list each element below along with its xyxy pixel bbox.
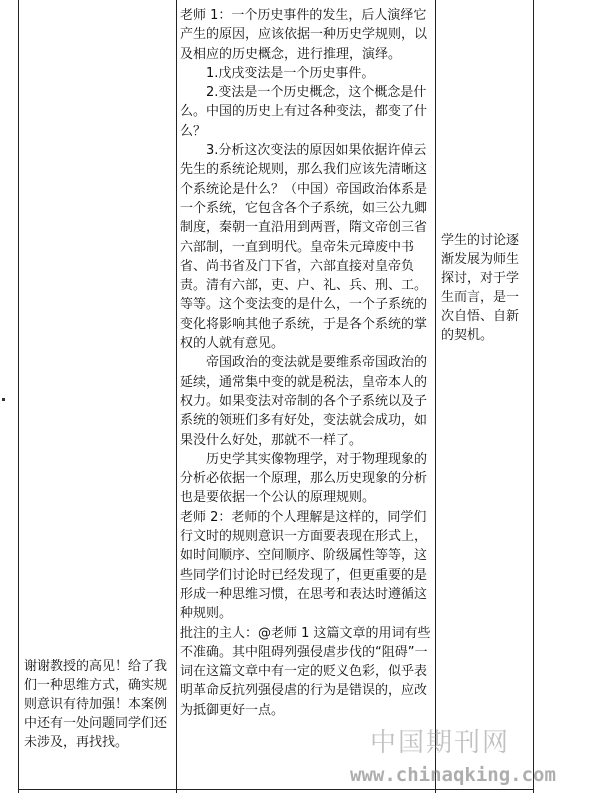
paragraph: 老师 1：一个历史事件的发生，后人演绎它产生的原因，应该依据一种历史学规则，以及相应的历史概念，进行推理，演绎。	[180, 8, 428, 62]
table-border-bottom	[18, 789, 534, 790]
paragraph: 谢谢教授的高见！给了我们一种思维方式，确实规则意识有待加强！本案例中还有一处问题同学们还未涉及，再找找。	[24, 659, 168, 750]
table-cell-comment	[24, 657, 174, 752]
paragraph: 批注的主人：@老师 1 这篇文章的用词有些不准确。其中阻碍列强侵虐步伐的“阻碍”一词在这篇文章中有一定的贬义色彩，似乎表明革命反抗列强侵虐的行为是错误的，应改为抵御更好一点。	[180, 625, 431, 718]
paragraph: 老师 2：老师的个人理解是这样的，同学们行文时的规则意识一方面要表现在形式上，如时间顺序、空间顺序、阶级属性等等，这些同学们讨论时已经发现了，但更重要的是形成一种思维习惯，在思考和表达时遵循这种规则。	[180, 509, 428, 622]
paragraph: 历史学其实像物理学，对于物理现象的分析必依据一个原理，那么历史现象的分析也是要依据一个公认的原理规则。	[180, 451, 428, 506]
table-cell-discussion	[180, 6, 432, 720]
paragraph: 1.戊戌变法是一个历史事件。	[206, 65, 375, 81]
margin-mark	[2, 398, 5, 401]
watermark-site-name: 中国期刊网	[370, 728, 511, 758]
table-border-col2	[435, 0, 436, 793]
watermark-url: www.chinaqking.com	[350, 764, 556, 786]
table-border-col1	[176, 0, 177, 793]
paragraph: 帝国政治的变法就是要维系帝国政治的延续，通常集中变的就是税法，皇帝本人的权力。如果变法对帝制的各个子系统以及子系统的领班们多有好处，变法就会成功，如果没什么好处，那就不一样了。	[180, 355, 428, 448]
paragraph: 3.分析这次变法的原因如果依据许倬云先生的系统论规则，那么我们应该先清晰这个系统论是什么？（中国）帝国政治体系是一个系统，它包含各个子系统，如三公九卿制度，秦朝一直沿用到两晋，隋文帝创三省六部制，一直到明代。皇帝朱元璋废中书省、尚书省及门下省，六部直接对皇帝负责。清有六部，吏、户、礼、兵、刑、工。等等。这个变法变的是什么，一个子系统的变化将影响其他子系统，于是各个系统的掌权的人就有意见。	[180, 143, 428, 352]
table-border-right	[533, 0, 534, 793]
paragraph: 2.变法是一个历史概念，这个概念是什么。中国的历史上有过各种变法，都变了什么？	[180, 85, 428, 139]
table-cell-remark	[441, 231, 531, 345]
table-border-left	[18, 0, 19, 793]
paragraph: 学生的讨论逐渐发展为师生探讨，对于学生而言，是一次自悟、自新的契机。	[441, 233, 520, 343]
